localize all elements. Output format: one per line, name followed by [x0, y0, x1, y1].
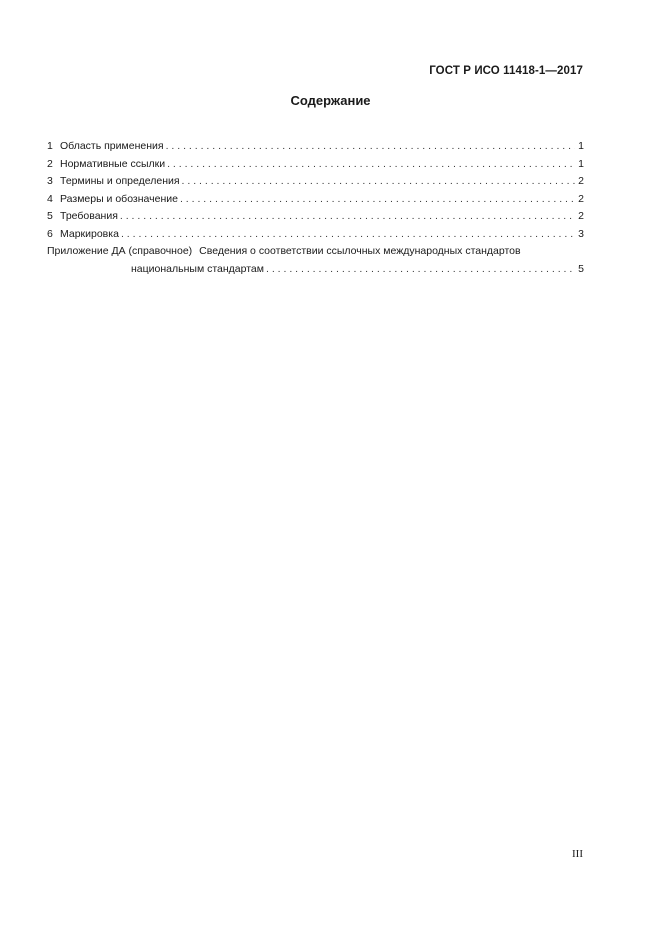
- toc-dot-leader: [182, 173, 576, 191]
- toc-dot-leader: [167, 156, 575, 174]
- toc-entry-label: Нормативные ссылки: [60, 157, 166, 170]
- toc-entry-label: Размеры и обозначение: [60, 192, 178, 205]
- toc-title: Содержание: [290, 93, 371, 108]
- toc-entry[interactable]: [47, 156, 584, 174]
- toc-dot-leader: [120, 208, 575, 226]
- toc-entry-page: 1: [578, 140, 584, 152]
- toc-entry-number: 4: [47, 192, 53, 205]
- toc-entry-number: 2: [47, 157, 53, 170]
- toc-entry-page: 2: [578, 192, 584, 205]
- page-number: III: [572, 848, 583, 860]
- toc-entry-number: 5: [47, 210, 53, 222]
- toc-entry-label: Требования: [60, 210, 118, 222]
- toc-entry-number: 3: [47, 175, 53, 187]
- toc-dot-leader: [180, 191, 575, 209]
- toc-entry-number: 6: [47, 227, 53, 240]
- toc-dot-leader: [166, 138, 576, 156]
- toc-annex-title-line-1: Сведения о соответствии ссылочных международных стандартов: [199, 245, 521, 257]
- toc-entry-page: 2: [578, 210, 584, 222]
- toc-entry-label: Область применения: [60, 140, 164, 152]
- toc-entry[interactable]: [47, 208, 584, 226]
- toc-entry[interactable]: [47, 138, 584, 156]
- toc-entry-label: Маркировка: [60, 227, 119, 240]
- toc-entry[interactable]: [47, 191, 584, 209]
- toc-annex-title-line-2: национальным стандартам: [131, 262, 264, 275]
- toc-entry-page: 5: [578, 262, 584, 275]
- toc-entry-label: Термины и определения: [60, 175, 180, 187]
- document-code: ГОСТ Р ИСО 11418-1—2017: [429, 65, 583, 77]
- toc-annex-entry[interactable]: [47, 243, 584, 278]
- toc-entry-page: 2: [578, 175, 584, 187]
- toc-annex-line-2: [131, 261, 584, 279]
- toc-entry-page: 3: [578, 227, 584, 240]
- toc-annex-label: Приложение ДА (справочное): [47, 245, 193, 257]
- toc-entry[interactable]: [47, 226, 584, 244]
- toc-annex-line-1: [47, 243, 584, 261]
- toc-entry-page: 1: [578, 157, 584, 170]
- toc-entry-number: 1: [47, 140, 53, 152]
- toc-dot-leader: [266, 261, 575, 279]
- toc-entry[interactable]: [47, 173, 584, 191]
- toc-dot-leader: [121, 226, 575, 244]
- table-of-contents: [47, 138, 584, 278]
